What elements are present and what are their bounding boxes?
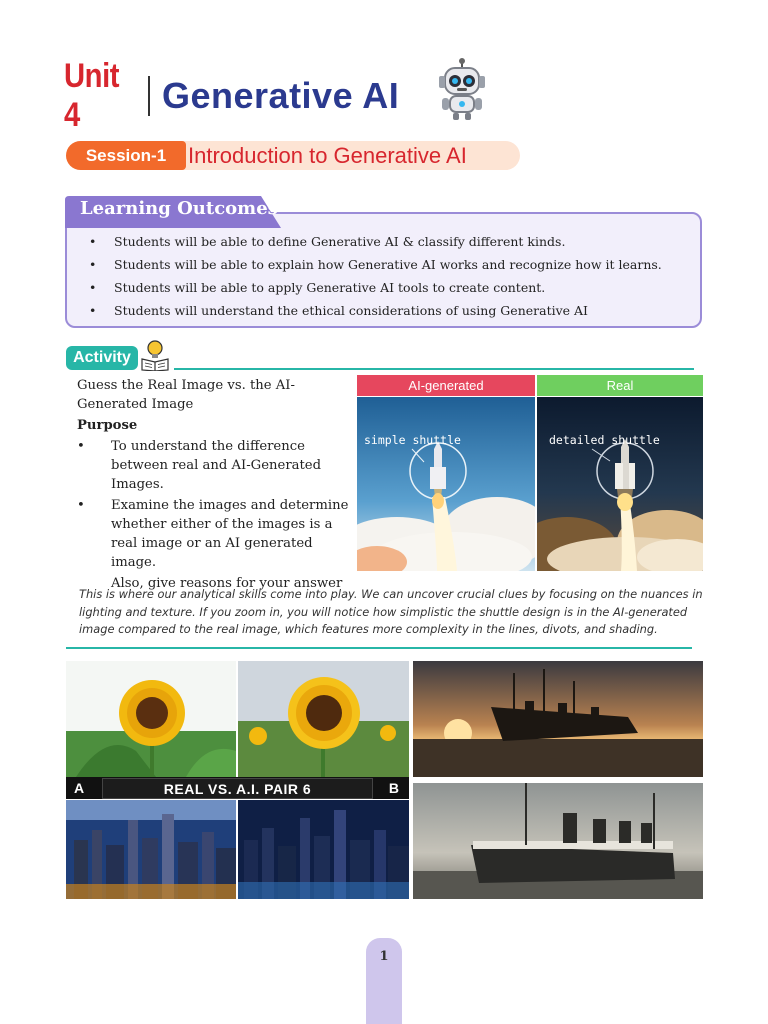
real-shuttle-caption: detailed shuttle bbox=[549, 433, 660, 447]
sunflower-image-a bbox=[66, 661, 236, 777]
city-night-image-b bbox=[238, 800, 409, 899]
sunflower-image-b bbox=[238, 661, 409, 777]
activity-badge: Activity bbox=[66, 346, 138, 370]
ai-shuttle-image bbox=[357, 397, 535, 571]
real-shuttle-image bbox=[537, 397, 703, 571]
unit-name: Generative AI bbox=[162, 75, 400, 116]
real-label: Real bbox=[537, 375, 703, 396]
list-item: • Examine the images and determine whether either of the images is a real image or an AI generated image. bbox=[77, 496, 357, 572]
learning-outcomes-heading: Learning Outcomes bbox=[80, 198, 278, 219]
ai-generated-label: AI-generated bbox=[357, 375, 535, 396]
pair-title: REAL VS. A.I. PAIR 6 bbox=[102, 778, 373, 799]
pair-label-b: B bbox=[388, 780, 399, 796]
unit-label: Unit 4 bbox=[64, 57, 120, 134]
list-item: • Students will understand the ethical considerations of using Generative AI bbox=[84, 301, 684, 324]
section-divider bbox=[66, 647, 692, 649]
activity-task: Guess the Real Image vs. the AI-Generated Image bbox=[77, 378, 295, 412]
list-item: • To understand the difference between real and AI-Generated Images. bbox=[77, 437, 357, 494]
title-divider bbox=[148, 76, 150, 116]
activity-note: Also, give reasons for your answer bbox=[111, 576, 343, 591]
unit-title bbox=[64, 57, 400, 134]
purpose-heading: Purpose bbox=[77, 418, 138, 433]
comparison-image-grid bbox=[66, 661, 703, 899]
session-label: Session-1 bbox=[66, 141, 186, 170]
session-title: Introduction to Generative AI bbox=[188, 142, 467, 168]
city-night-image-a bbox=[66, 800, 236, 899]
list-item: • Students will be able to explain how Generative AI works and recognize how it learns. bbox=[84, 255, 684, 278]
pair-label-bar bbox=[66, 777, 409, 799]
list-item: • Students will be able to define Generative AI & classify different kinds. bbox=[84, 232, 684, 255]
list-item: • Students will be able to apply Generative AI tools to create content. bbox=[84, 278, 684, 301]
page-number: 1 bbox=[379, 949, 389, 964]
learning-outcomes-list bbox=[84, 232, 684, 324]
robot-icon bbox=[437, 58, 487, 120]
analysis-paragraph: This is where our analytical skills come into play. We can uncover crucial clues by focusing on the nuances in lighting and texture. If you zoom in, you will notice how simplistic the shuttle design is in the AI-generated image compared to the real image, which features more complexity in the lines, divots, and shading. bbox=[79, 587, 703, 636]
ship-sunset-image bbox=[413, 661, 703, 777]
pair-label-a: A bbox=[74, 780, 85, 796]
shuttle-comparison bbox=[357, 375, 703, 571]
ship-photo-image bbox=[413, 783, 703, 899]
purpose-list bbox=[77, 437, 357, 572]
activity-divider bbox=[174, 368, 694, 370]
activity-text bbox=[77, 376, 357, 593]
book-lightbulb-icon bbox=[140, 339, 170, 371]
ai-shuttle-caption: simple shuttle bbox=[364, 433, 461, 447]
